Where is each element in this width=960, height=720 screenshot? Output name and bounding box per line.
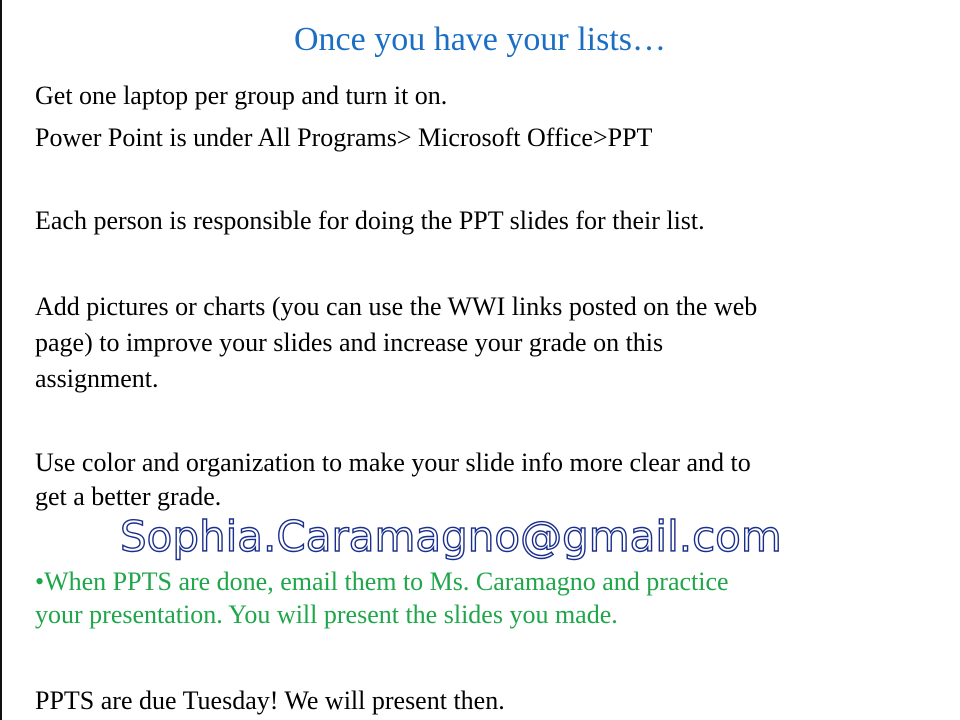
instruction-color-line-2: get a better grade. (35, 482, 222, 511)
slide-left-border (0, 0, 2, 720)
instruction-pictures-line-2: page) to improve your slides and increase your grade on this (35, 328, 664, 357)
handwritten-email (120, 505, 782, 565)
slide-title: Once you have your lists… (293, 21, 667, 58)
instruction-responsibility: Each person is responsible for doing the PPT slides for their list. (35, 206, 705, 235)
instruction-color-line-1: Use color and organization to make your slide info more clear and to (35, 448, 751, 477)
due-date-notice: PPTS are due Tuesday! We will present then. (35, 686, 505, 715)
handwritten-email-text: Sophia.Caramagno@gmail.com (120, 512, 782, 561)
instruction-email-line-1: •When PPTS are done, email them to Ms. Caramagno and practice (35, 567, 729, 596)
instruction-powerpoint-location: Power Point is under All Programs> Microsoft Office>PPT (35, 123, 653, 152)
instruction-laptop: Get one laptop per group and turn it on. (35, 81, 448, 110)
instruction-email-line-2: your presentation. You will present the slides you made. (35, 600, 618, 629)
instruction-pictures-line-3: assignment. (35, 364, 159, 393)
instruction-pictures-line-1: Add pictures or charts (you can use the WWI links posted on the web (35, 292, 758, 321)
